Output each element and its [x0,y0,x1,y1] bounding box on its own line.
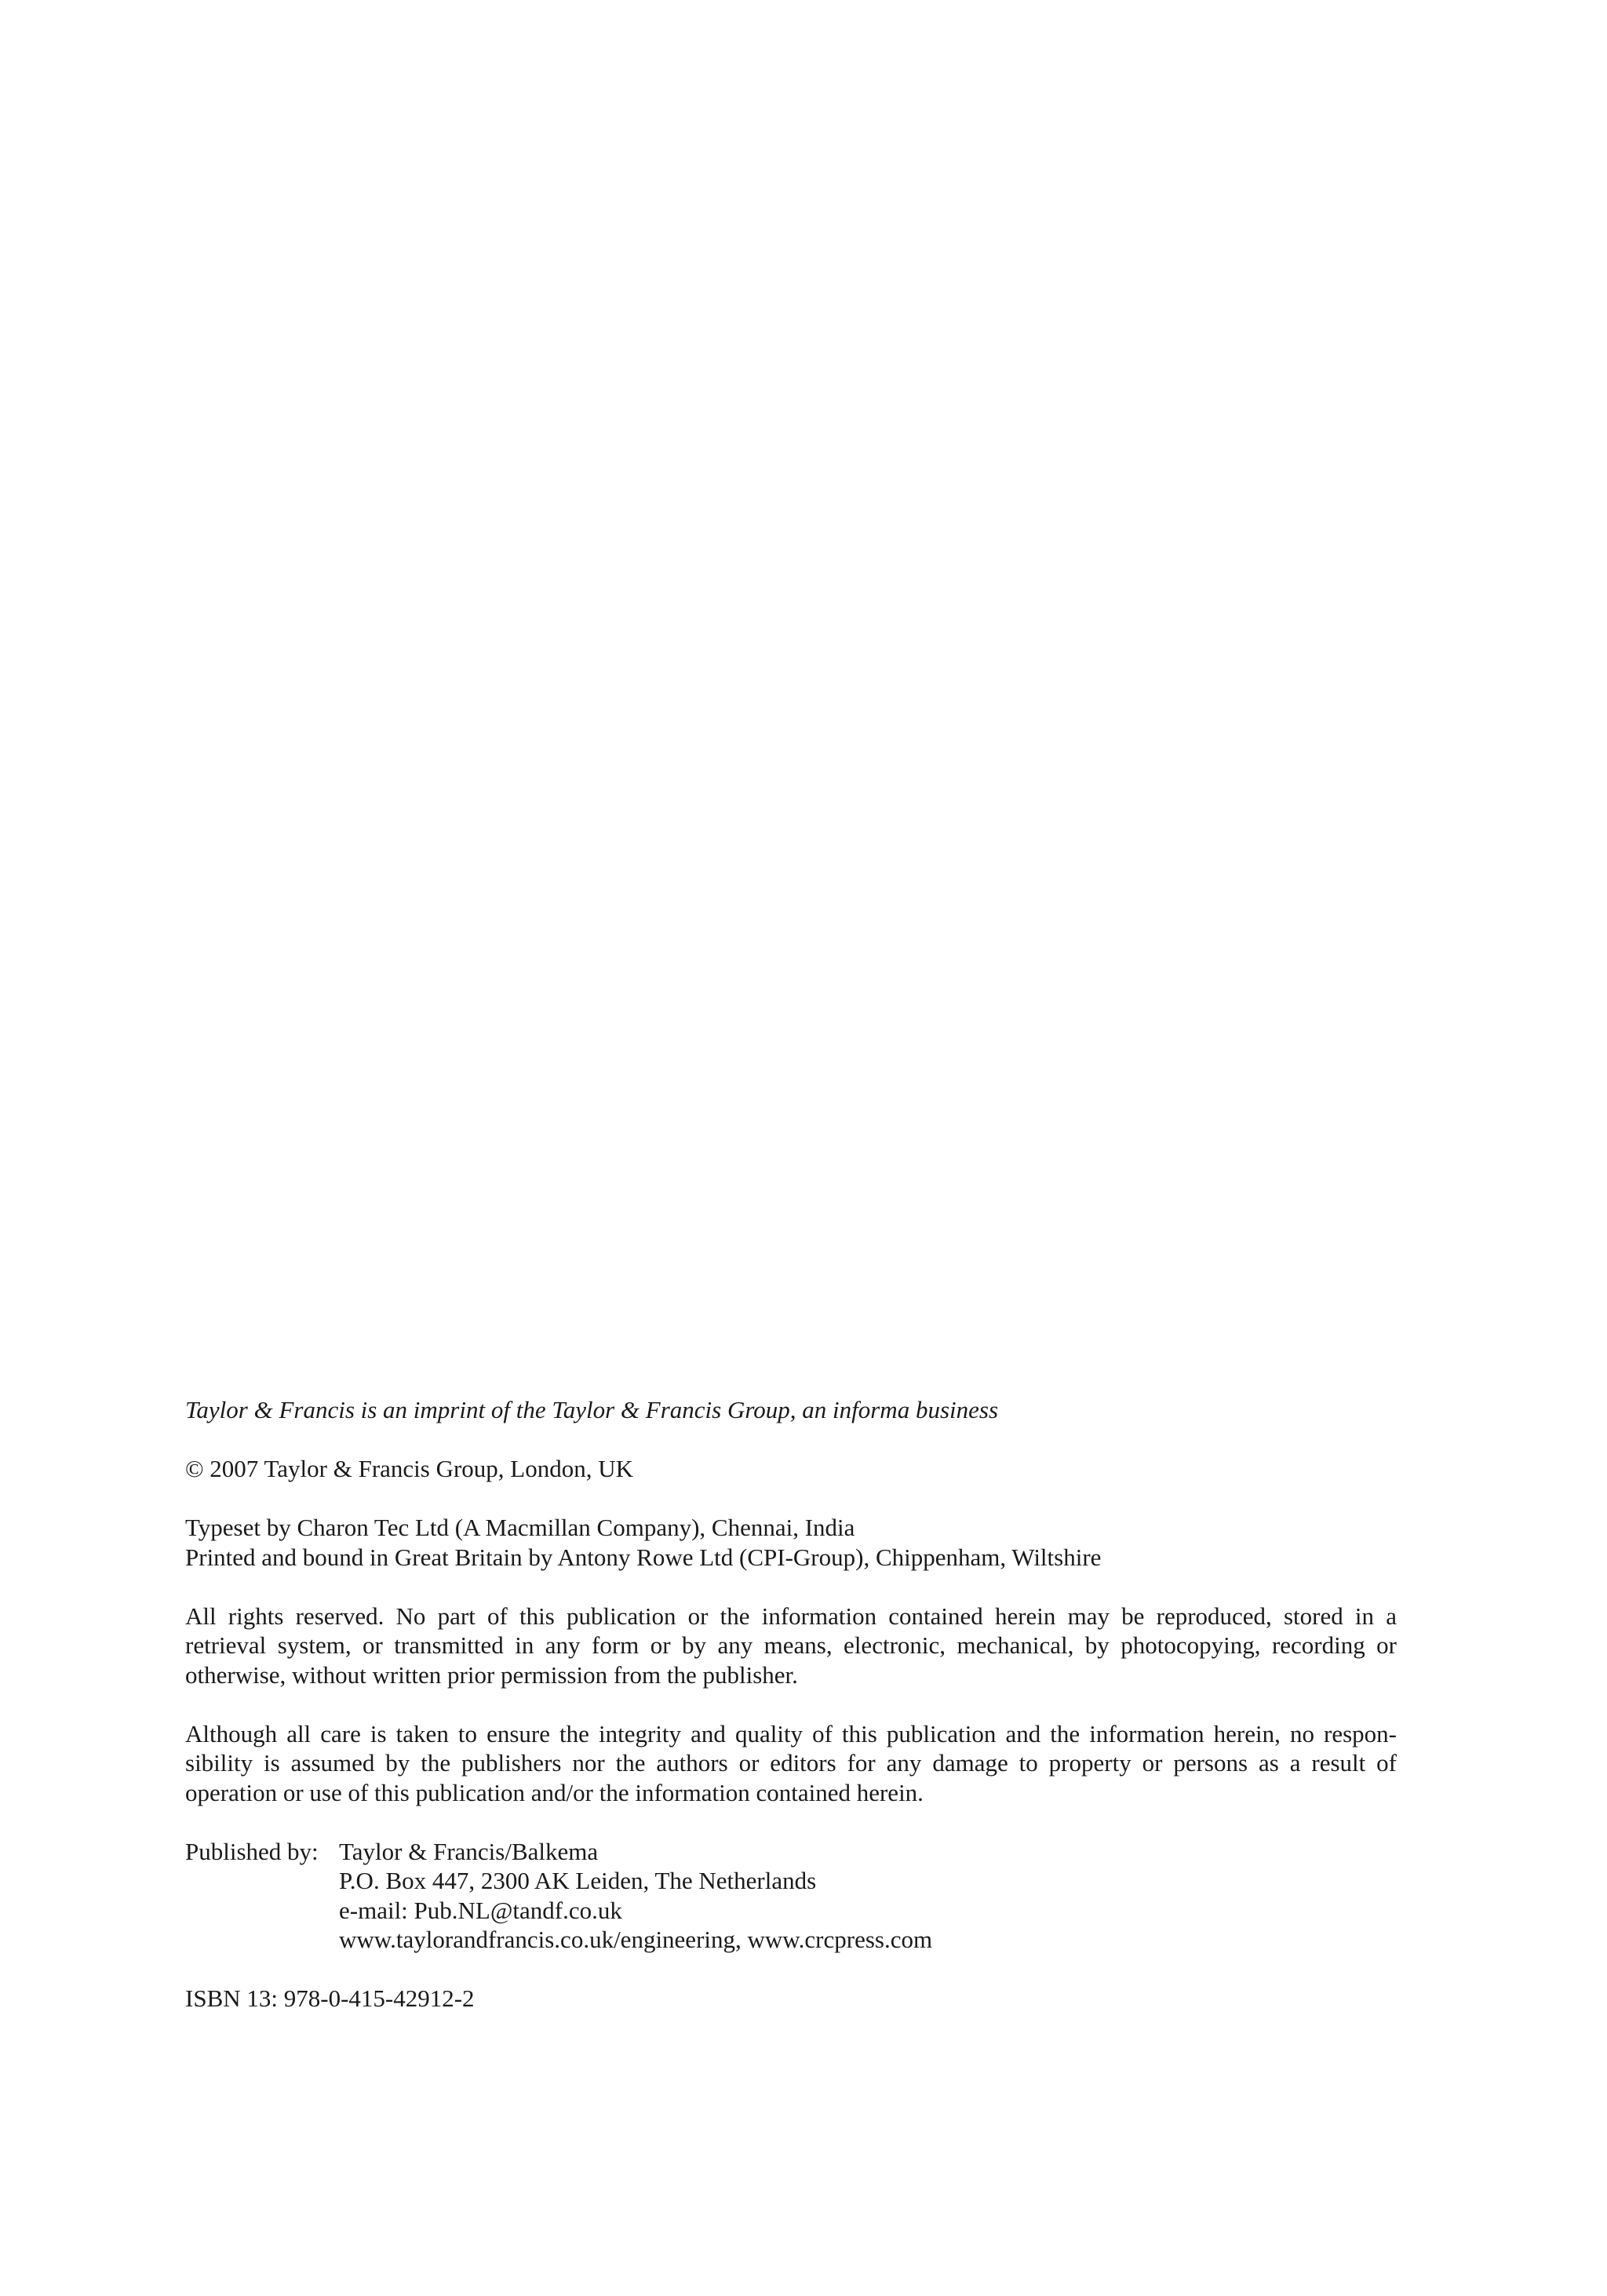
disclaimer-line: Although all care is taken to ensure the integrity and quality of this publication and the information herein, no respon- [185,1719,1397,1748]
imprint-statement-text: Taylor & Francis is an imprint of the Taylor & Francis Group, an informa business [185,1396,999,1423]
disclaimer-line: operation or use of this publication and/or the information contained herein. [185,1778,924,1806]
publisher-websites: www.taylorandfrancis.co.uk/engineering, www.crcpress.com [339,1926,933,1953]
disclaimer-paragraph [185,1719,1397,1808]
disclaimer-line: sibility is assumed by the publishers nor the authors or editors for any damage to property or persons as a result of [185,1749,1397,1777]
copyright-notice [185,1454,1397,1484]
copyright-notice-text: © 2007 Taylor & Francis Group, London, UK [185,1455,634,1482]
publisher-info [339,1837,1397,1955]
imprint-statement [185,1395,1397,1425]
isbn [185,1984,1397,2014]
rights-line: otherwise, without written prior permission from the publisher. [185,1660,798,1689]
rights-line: All rights reserved. No part of this publication or the information contained herein may be reproduced, stored in a [185,1602,1397,1630]
production-credits [185,1513,1397,1572]
publisher-details [185,1837,1397,1955]
printing-credit: Printed and bound in Great Britain by Antony Rowe Ltd (CPI-Group), Chippenham, Wiltshire [185,1543,1102,1571]
publisher-email: e-mail: Pub.NL@tandf.co.uk [339,1896,622,1924]
publisher-name: Taylor & Francis/Balkema [339,1837,599,1865]
typeset-credit: Typeset by Charon Tec Ltd (A Macmillan Company), Chennai, India [185,1514,855,1541]
publisher-address: P.O. Box 447, 2300 AK Leiden, The Netherlands [339,1867,817,1894]
copyright-block [185,1395,1397,2043]
publisher-label: Published by: [185,1837,319,1865]
isbn-text: ISBN 13: 978-0-415-42912-2 [185,1984,475,2012]
rights-line: retrieval system, or transmitted in any form or by any means, electronic, mechanical, by photocopying, recording or [185,1631,1397,1659]
rights-reserved-paragraph [185,1602,1397,1690]
